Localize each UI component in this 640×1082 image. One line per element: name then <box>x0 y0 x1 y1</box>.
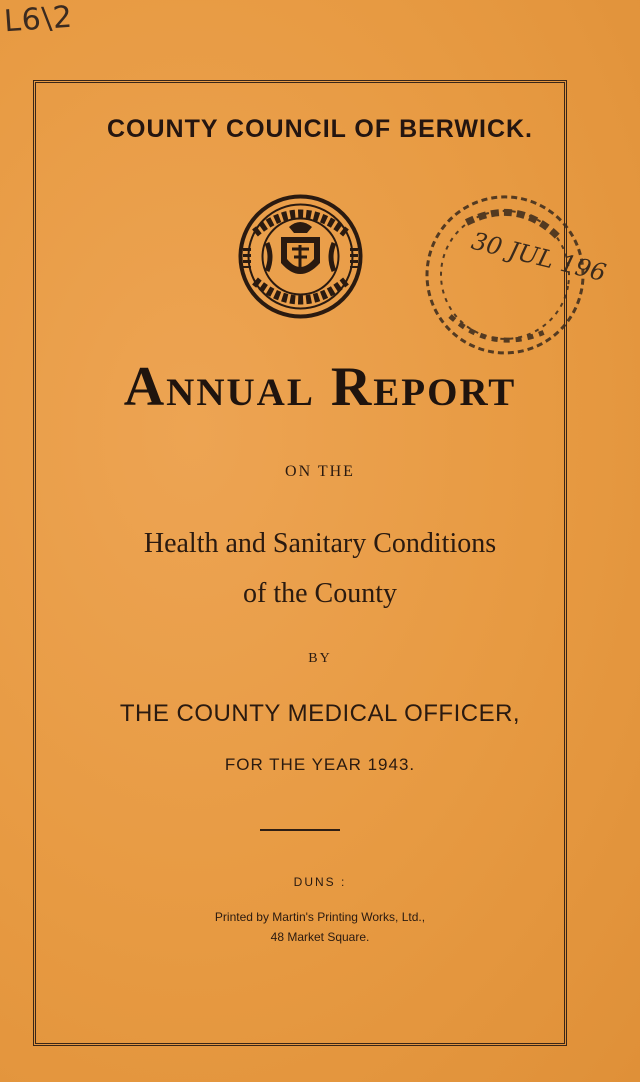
report-title: Annual Report <box>123 356 517 418</box>
imprint-place: DUNS : <box>293 875 347 889</box>
subject-line-2: of the County <box>243 578 397 609</box>
divider-rule <box>260 829 340 831</box>
stamp-date: 30 JUL 196 <box>468 226 609 288</box>
imprint-address: 48 Market Square. <box>270 930 370 944</box>
county-crest-icon <box>237 193 364 320</box>
author-line: THE COUNTY MEDICAL OFFICER, <box>119 700 521 727</box>
by-label: BY <box>308 651 332 666</box>
year-line: FOR THE YEAR 1943. <box>224 755 416 774</box>
imprint-printer: Printed by Martin's Printing Works, Ltd., <box>214 910 426 924</box>
handwritten-shelfmark: L6\2 <box>2 0 75 40</box>
subject-line-1: Health and Sanitary Conditions <box>143 528 497 559</box>
on-the-label: ON THE <box>285 463 355 480</box>
council-title: COUNTY COUNCIL OF BERWICK. <box>106 115 533 143</box>
